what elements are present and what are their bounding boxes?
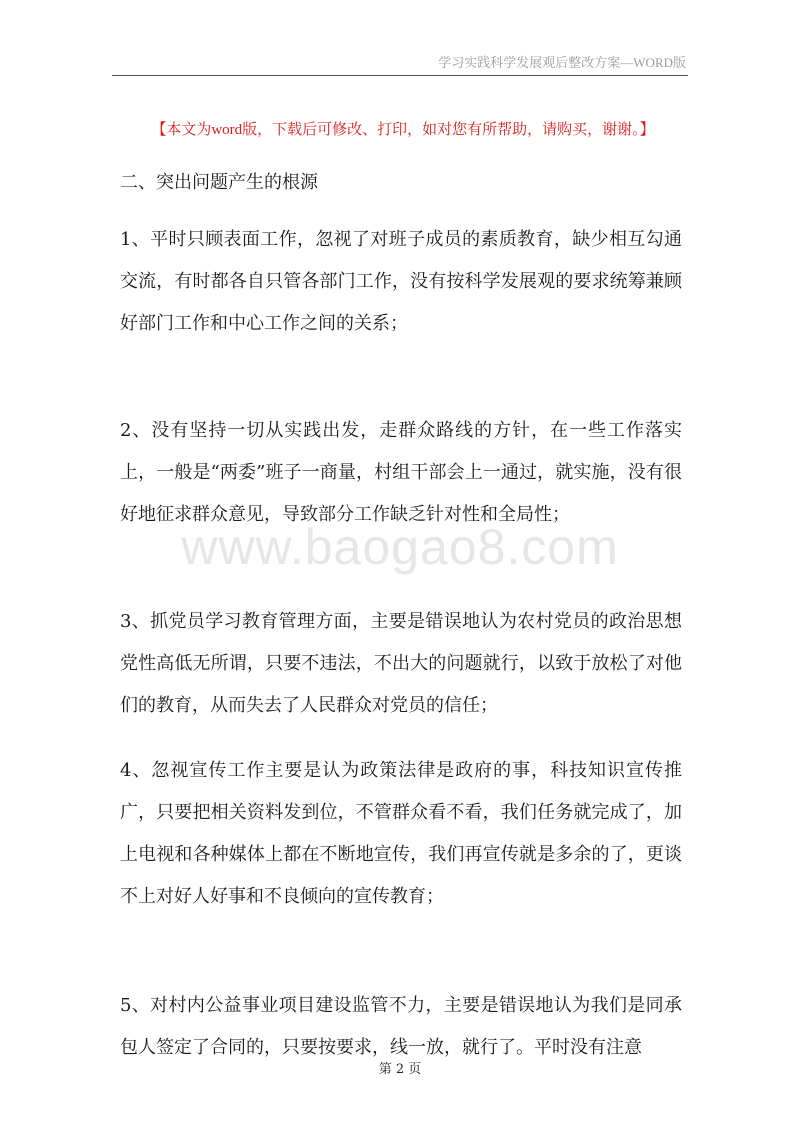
watermark: www.baogao8.com	[181, 519, 619, 575]
paragraph-1: 1、平时只顾表面工作，忽视了对班子成员的素质教育，缺少相互勾通交流，有时都各自只管各部门工作，没有按科学发展观的要求统筹兼顾好部门工作和中心工作之间的关系；	[120, 229, 682, 334]
header-title: 学习实践科学发展观后整改方案—WORD版	[438, 55, 686, 70]
paragraph-4: 4、忽视宣传工作主要是认为政策法律是政府的事，科技知识宣传推广，只要把相关资料发到位，不管群众看不看，我们任务就完成了，加上电视和各种媒体上都在不断地宣传，我们再宣传就是多余的了，更谈不上对好人好事和不良倾向的宣传教育；	[120, 760, 682, 907]
paragraph-3: 3、抓党员学习教育管理方面，主要是错误地认为农村党员的政治思想党性高低无所谓，只要不违法，不出大的问题就行，以致于放松了对他们的教育，从而失去了人民群众对党员的信任；	[120, 611, 682, 716]
download-notice: 【本文为word版，下载后可修改、打印，如对您有所帮助，请购买，谢谢。】	[151, 122, 655, 138]
paragraph-5: 5、对村内公益事业项目建设监管不力，主要是错误地认为我们是同承包人签定了合同的，只要按要求，线一放，就行了。平时没有注意	[120, 995, 682, 1058]
paragraph-2: 2、没有坚持一切从实践出发，走群众路线的方针，在一些工作落实上，一般是“两委”班子一商量，村组干部会上一通过，就实施，没有很好地征求群众意见，导致部分工作缺乏针对性和全局性；	[120, 420, 682, 525]
section-heading: 二、突出问题产生的根源	[120, 172, 318, 193]
header-rule	[112, 75, 688, 76]
page-number: 第 2 页	[378, 1062, 422, 1077]
